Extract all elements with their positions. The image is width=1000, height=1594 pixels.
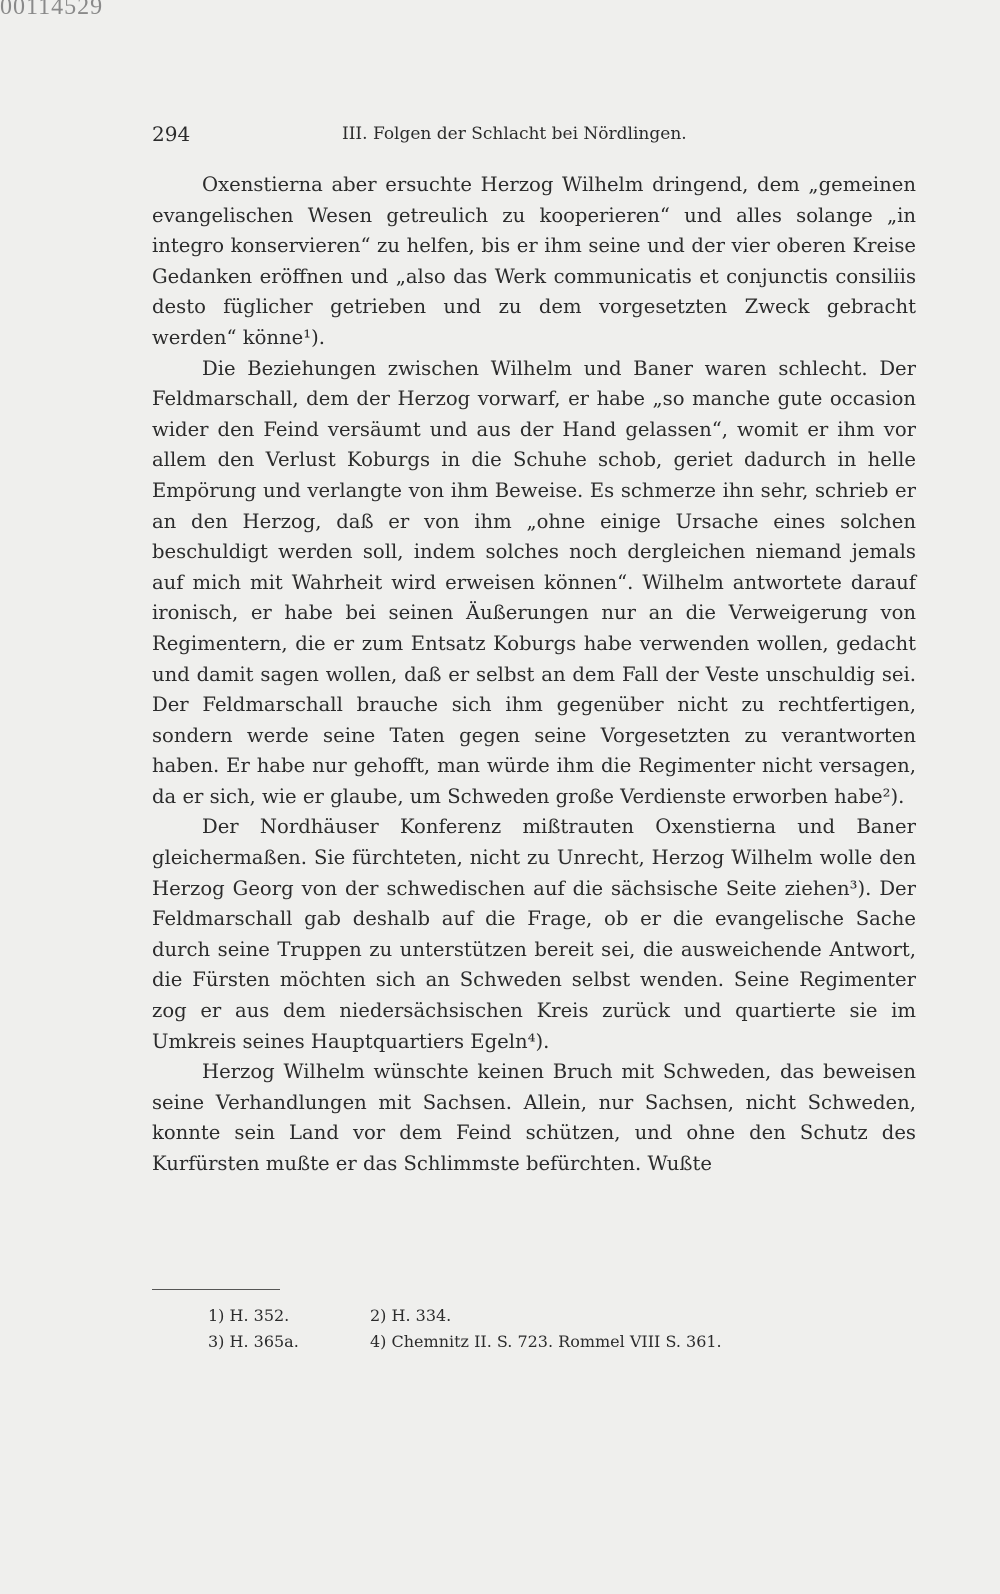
footnote-2: 2) H. 334. <box>370 1306 452 1325</box>
footnote-4: 4) Chemnitz II. S. 723. Rommel VIII S. 361. <box>370 1332 722 1351</box>
page-number: 294 <box>152 122 191 146</box>
running-title: III. Folgen der Schlacht bei Nördlingen. <box>342 124 687 144</box>
paragraph-herzog-wilhelm: Herzog Wilhelm wünschte keinen Bruch mit Schweden, das beweisen seine Verhandlungen mit Sachsen. Allein, nur Sachsen, nicht Schweden, konnte sein Land vor dem Feind schützen, und ohne den Schutz des Kurfürsten mußte er das Schlimmste befürchten. Wußte <box>152 1060 916 1175</box>
page-header <box>152 122 916 146</box>
footnote-divider <box>152 1289 280 1290</box>
footnote-1: 1) H. 352. <box>208 1306 290 1325</box>
scan-stamp: 00114529 <box>0 0 104 20</box>
paragraph-nordhaeuser-konferenz: Der Nordhäuser Konferenz mißtrauten Oxenstierna und Baner gleichermaßen. Sie fürchteten, nicht zu Unrecht, Herzog Wilhelm wolle den Herzog Georg von der schwedischen auf die sächsische Seite ziehen³). Der Feldmarschall gab deshalb auf die Frage, ob er die evangelische Sache durch seine Truppen zu unterstützen bereit sei, die ausweichende Antwort, die Fürsten möchten sich an Schweden selbst wenden. Seine Regimenter zog er aus dem niedersächsischen Kreis zurück und quartierte sie im Umkreis seines Hauptquartiers Egeln⁴). <box>152 815 916 1053</box>
footnote-row <box>208 1303 908 1329</box>
footnote-row <box>208 1329 908 1355</box>
paragraph-beziehungen: Die Beziehungen zwischen Wilhelm und Baner waren schlecht. Der Feldmarschall, dem der Herzog vorwarf, er habe „so manche gute occasion wider den Feind versäumt und aus der Hand gelassen“, womit er ihm vor allem den Verlust Koburgs in die Schuhe schob, geriet dadurch in helle Empörung und verlangte von ihm Beweise. Es schmerze ihn sehr, schrieb er an den Herzog, daß er von ihm „ohne einige Ursache eines solchen beschuldigt werden soll, indem solches noch dergleichen niemand jemals auf mich mit Wahrheit wird erweisen können“. Wilhelm antwortete darauf ironisch, er habe bei seinen Äußerungen nur an die Verweigerung von Regimentern, die er zum Entsatz Koburgs habe verwenden wollen, gedacht und damit sagen wollen, daß er selbst an dem Fall der Veste unschuldig sei. Der Feldmarschall brauche sich ihm gegenüber nicht zu rechtfertigen, sondern werde seine Taten gegen seine Vorgesetzten zu verantworten haben. Er habe nur gehofft, man würde ihm die Regimenter nicht versagen, da er sich, wie er glaube, um Schweden große Verdienste erworben habe²). <box>152 356 916 808</box>
body-text <box>152 170 916 1180</box>
paragraph-oxenstierna: Oxenstierna aber ersuchte Herzog Wilhelm dringend, dem „gemeinen evangelischen Wesen getreulich zu kooperieren“ und alles solange „in integro konservieren“ zu helfen, bis er ihm seine und der vier oberen Kreise Gedanken eröffnen und „also das Werk communicatis et conjunctis consiliis desto füglicher getrieben und zu dem vorgesetzten Zweck gebracht werden“ könne¹). <box>152 173 916 349</box>
footnote-3: 3) H. 365a. <box>208 1332 299 1351</box>
footnotes <box>208 1303 908 1355</box>
